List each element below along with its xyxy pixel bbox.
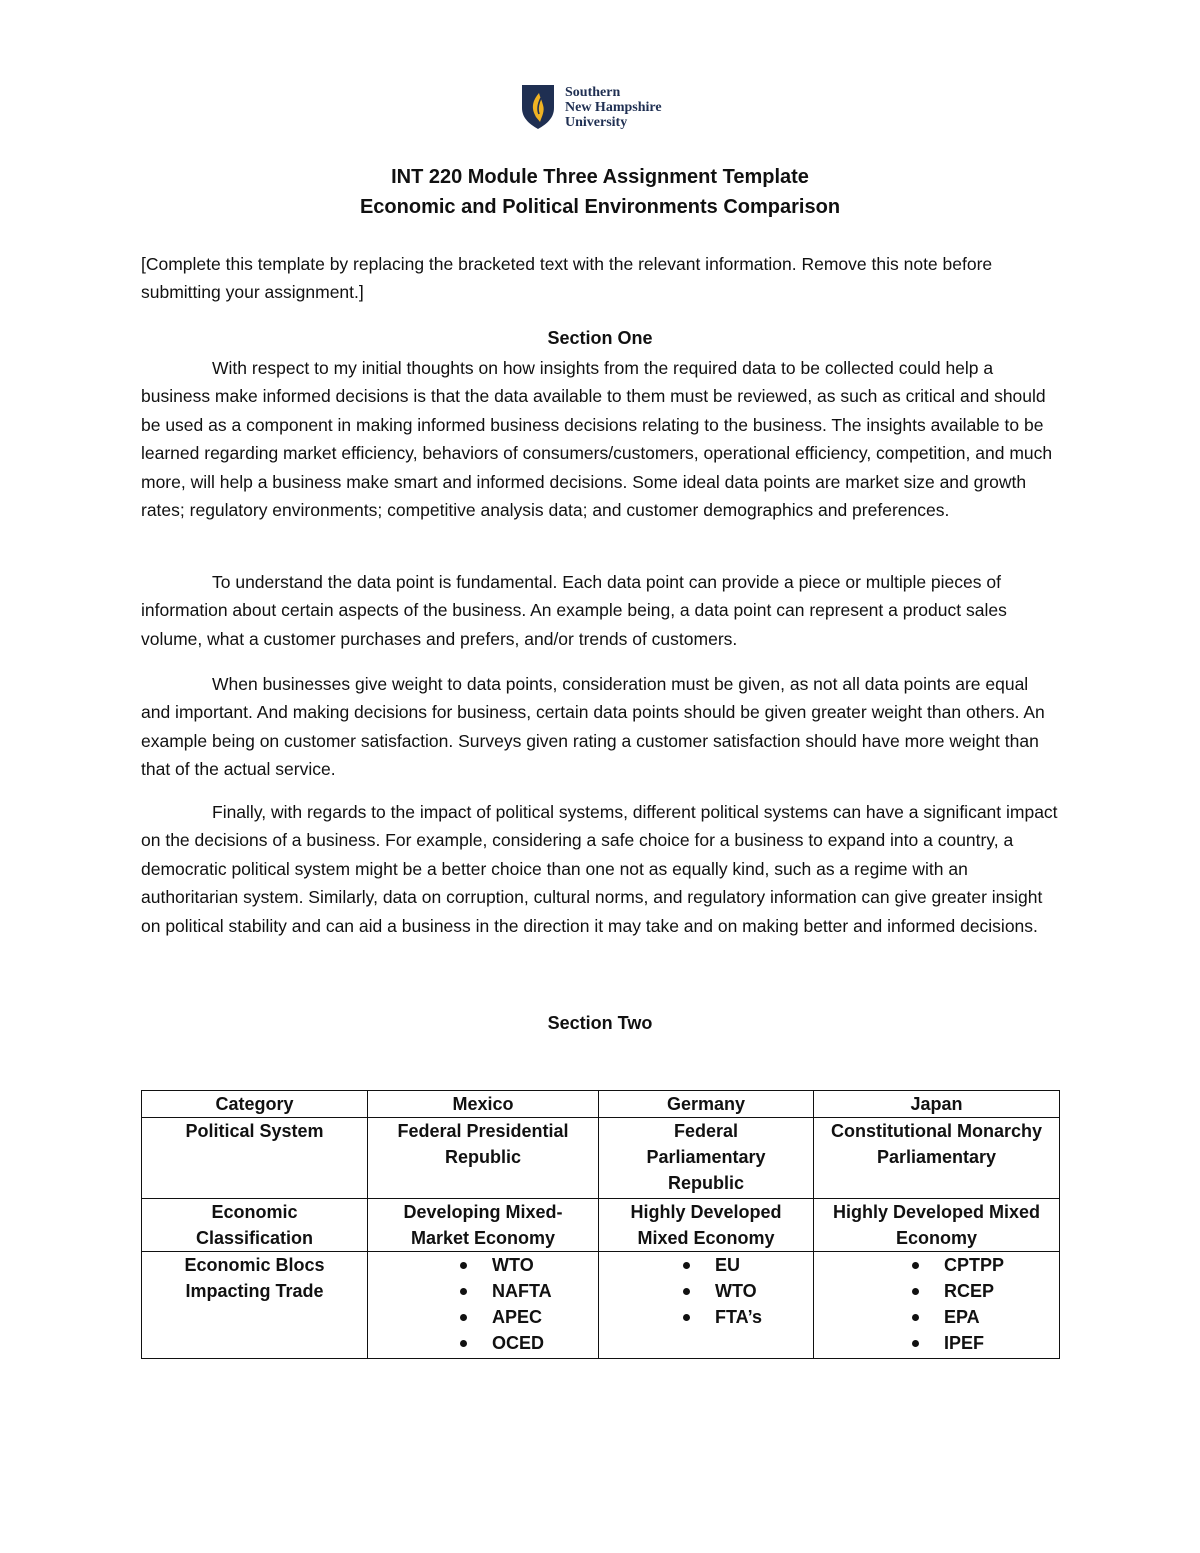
paragraph: With respect to my initial thoughts on how insights from the required data to be collected could help a business make informed decisions is that the data available to them must be reviewed, as such as critical and should be used as a component in making informed business decisions relating to the business. The insights available to be learned regarding market efficiency, behaviors of consumers/customers, operational efficiency, competition, and much more, will help a business make smart and informed decisions. Some ideal data points are market size and growth rates; regulatory environments; competitive analysis data; and customer demographics and preferences. [141, 358, 1053, 521]
bloc-label: RCEP [944, 1281, 995, 1301]
cell-text: Federal Parliamentary Republic [646, 1121, 766, 1193]
list-item [603, 1252, 809, 1278]
table-cell [368, 1199, 599, 1252]
shield-logo-icon [521, 84, 555, 130]
logo-line: Southern [565, 84, 621, 100]
table-row [142, 1118, 1060, 1199]
paragraph: When businesses give weight to data points, consideration must be given, as not all data points are equal and important. And making decisions for business, certain data points should be given greater weight than others. An example being on customer satisfaction. Surveys given rating a customer satisfaction should have more weight than that of the actual service. [141, 674, 1045, 780]
list-item [818, 1252, 1055, 1278]
table-cell [599, 1118, 814, 1199]
table-header-cell: Mexico [368, 1091, 599, 1118]
list-item [818, 1330, 1055, 1356]
table-row [142, 1252, 1060, 1359]
bloc-label: APEC [492, 1307, 543, 1327]
table-cell [368, 1252, 599, 1359]
logo-wordmark [565, 85, 662, 130]
section-two-heading: Section Two [547, 1013, 653, 1033]
bullet-icon [460, 1262, 467, 1269]
list-item [372, 1330, 594, 1356]
paragraph: Finally, with regards to the impact of political systems, different political systems can have a significant impact on the decisions of a business. For example, considering a safe choice for a business to expand into a country, a democratic political system might be a better choice than one not as equally kind, such as a regime with an authoritarian system. Similarly, data on corruption, cultural norms, and regulatory information can give greater insight on political stability and can aid a business in the direction it may take and on making better and informed decisions. [141, 802, 1058, 936]
section-one-heading: Section One [547, 328, 653, 348]
instruction-note: [Complete this template by replacing the bracketed text with the relevant information. Remove this note before submitting your assignment.] [141, 254, 993, 302]
table-header-cell: Germany [599, 1091, 814, 1118]
table-cell [142, 1252, 368, 1359]
comparison-table [141, 1090, 1060, 1359]
row-label-cell: Economic Classification [196, 1202, 314, 1248]
bloc-label: IPEF [944, 1333, 985, 1353]
paragraph: To understand the data point is fundamental. Each data point can provide a piece or multiple pieces of information about certain aspects of the business. An example being, a data point can represent a product sales volume, what a customer purchases and prefers, and/or trends of customers. [141, 572, 1007, 649]
logo-line: University [565, 114, 628, 130]
list-item [372, 1252, 594, 1278]
logo-line: New Hampshire [565, 99, 662, 115]
bullet-icon [460, 1314, 467, 1321]
bullet-icon [912, 1340, 919, 1347]
list-item [818, 1304, 1055, 1330]
table-cell [599, 1252, 814, 1359]
cell-text: Highly Developed Mixed Economy [630, 1202, 782, 1248]
table-cell [142, 1199, 368, 1252]
bullet-icon [460, 1288, 467, 1295]
bullet-icon [683, 1262, 690, 1269]
bullet-icon [912, 1288, 919, 1295]
cell-text: Federal Presidential Republic [397, 1121, 569, 1167]
bloc-list-mexico [372, 1252, 594, 1356]
table-cell [599, 1199, 814, 1252]
bullet-icon [683, 1314, 690, 1321]
cell-text: Developing Mixed-Market Economy [403, 1202, 563, 1248]
cell-text: Highly Developed Mixed Economy [832, 1202, 1041, 1248]
bloc-label: EPA [944, 1307, 980, 1327]
document-subtitle: Economic and Political Environments Comparison [359, 196, 841, 218]
university-logo [521, 84, 662, 130]
table-cell [814, 1252, 1060, 1359]
bloc-label: WTO [715, 1281, 757, 1301]
bloc-label: CPTPP [944, 1255, 1005, 1275]
bullet-icon [683, 1288, 690, 1295]
table-cell [368, 1118, 599, 1199]
table-header-row [142, 1091, 1060, 1118]
list-item [372, 1304, 594, 1330]
bloc-label: FTA’s [715, 1307, 763, 1327]
list-item [603, 1278, 809, 1304]
bullet-icon [912, 1262, 919, 1269]
table-header-cell: Category [142, 1091, 368, 1118]
table-row [142, 1199, 1060, 1252]
table-cell [814, 1199, 1060, 1252]
bloc-list-germany [603, 1252, 809, 1330]
row-label-cell: Economic Blocs Impacting Trade [184, 1255, 325, 1301]
bullet-icon [460, 1340, 467, 1347]
list-item [603, 1304, 809, 1330]
bloc-label: NAFTA [492, 1281, 552, 1301]
bloc-label: WTO [492, 1255, 534, 1275]
table-cell: Constitutional Monarchy Parliamentary [814, 1118, 1060, 1199]
row-label-cell: Political System [142, 1118, 368, 1199]
bloc-label: EU [715, 1255, 741, 1275]
list-item [372, 1278, 594, 1304]
document-title: INT 220 Module Three Assignment Template [391, 166, 809, 188]
bullet-icon [912, 1314, 919, 1321]
table-header-cell: Japan [814, 1091, 1060, 1118]
list-item [818, 1278, 1055, 1304]
bloc-label: OCED [492, 1333, 545, 1353]
bloc-list-japan [818, 1252, 1055, 1356]
